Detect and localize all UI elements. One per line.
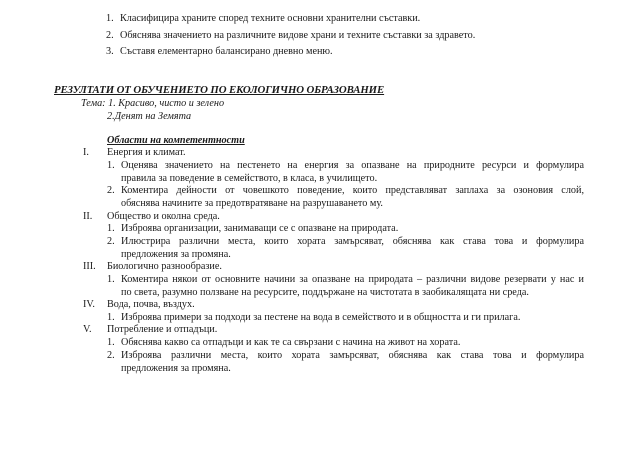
list-item-number: 2. xyxy=(107,236,115,247)
list-item-line: Обяснява какво са отпадъци и как те са свързани с начина на живот на хората. xyxy=(121,337,461,348)
list-item-number: 2. xyxy=(107,185,115,196)
section-title: Биологично разнообразие. xyxy=(107,261,222,272)
item-text: Обяснява значението на различните видове храни и техните съставки за здравето. xyxy=(120,30,476,41)
list-item-line: Изброява организации, занимаващи се с опазване на природата. xyxy=(121,223,399,234)
list-item-line: Илюстрира различни места, които хората замърсяват, обяснява как става това и формулира xyxy=(121,236,584,247)
list-item-line: по света, разумно ползване на ресурсите, поддържане на чистотата в заобикалящата ни среда. xyxy=(121,287,529,298)
item-text: Съставя елементарно балансирано дневно меню. xyxy=(120,46,333,57)
list-item-number: 1. xyxy=(107,337,115,348)
list-item-number: 1. xyxy=(107,312,115,323)
list-item-line: обяснява начините за предотвратяване на разрушаването му. xyxy=(121,198,383,209)
list-item-line: предложения за промяна. xyxy=(121,363,231,374)
roman-numeral: IV. xyxy=(83,299,95,310)
theme-line-2: 2.Денят на Земята xyxy=(107,111,192,122)
roman-numeral: V. xyxy=(83,324,92,335)
roman-numeral: I. xyxy=(83,147,89,158)
list-item-number: 1. xyxy=(107,223,115,234)
list-item-line: Изброява различни места, които хората замърсяват, обяснява как става това и формулира xyxy=(121,350,584,361)
list-item-number: 1. xyxy=(107,160,115,171)
list-item-number: 1. xyxy=(107,274,115,285)
list-item-line: предложения за промяна. xyxy=(121,249,231,260)
list-item-line: Изброява примери за подходи за пестене на вода в семейството и в общността и ги прилага. xyxy=(121,312,521,323)
list-item-line: Коментира някои от основните начини за опазване на природата – различни видове резервати у нас и xyxy=(121,274,584,285)
section-heading: РЕЗУЛТАТИ ОТ ОБУЧЕНИЕТО ПО ЕКОЛОГИЧНО ОБРАЗОВАНИЕ xyxy=(54,84,385,96)
list-item-line: Оценява значението на пестенето на енергия за опазване на природните ресурси и формулира xyxy=(121,160,584,171)
roman-numeral: II. xyxy=(83,211,93,222)
top-list-item xyxy=(106,29,476,42)
list-item-line: Коментира дейности от човешкото поведение, които представляват заплаха за озоновия слой, xyxy=(121,185,584,196)
section-title: Енергия и климат. xyxy=(107,147,186,158)
item-number: 2. xyxy=(106,30,114,41)
item-number: 3. xyxy=(106,46,114,57)
top-list-item xyxy=(106,45,333,58)
section-title: Общество и околна среда. xyxy=(107,211,220,222)
top-list-item xyxy=(106,12,421,25)
section-title: Вода, почва, въздух. xyxy=(107,299,195,310)
list-item-line: правила за поведение в семейството, в класа, в училището. xyxy=(121,173,378,184)
list-item-number: 2. xyxy=(107,350,115,361)
theme-line-1: Тема: 1. Красиво, чисто и зелено xyxy=(81,98,225,109)
item-text: Класифицира храните според техните основни хранителни съставки. xyxy=(120,13,421,24)
item-number: 1. xyxy=(106,13,114,24)
competence-areas-title: Области на компетентности xyxy=(107,135,245,146)
roman-numeral: III. xyxy=(83,261,96,272)
section-title: Потребление и отпадъци. xyxy=(107,324,218,335)
